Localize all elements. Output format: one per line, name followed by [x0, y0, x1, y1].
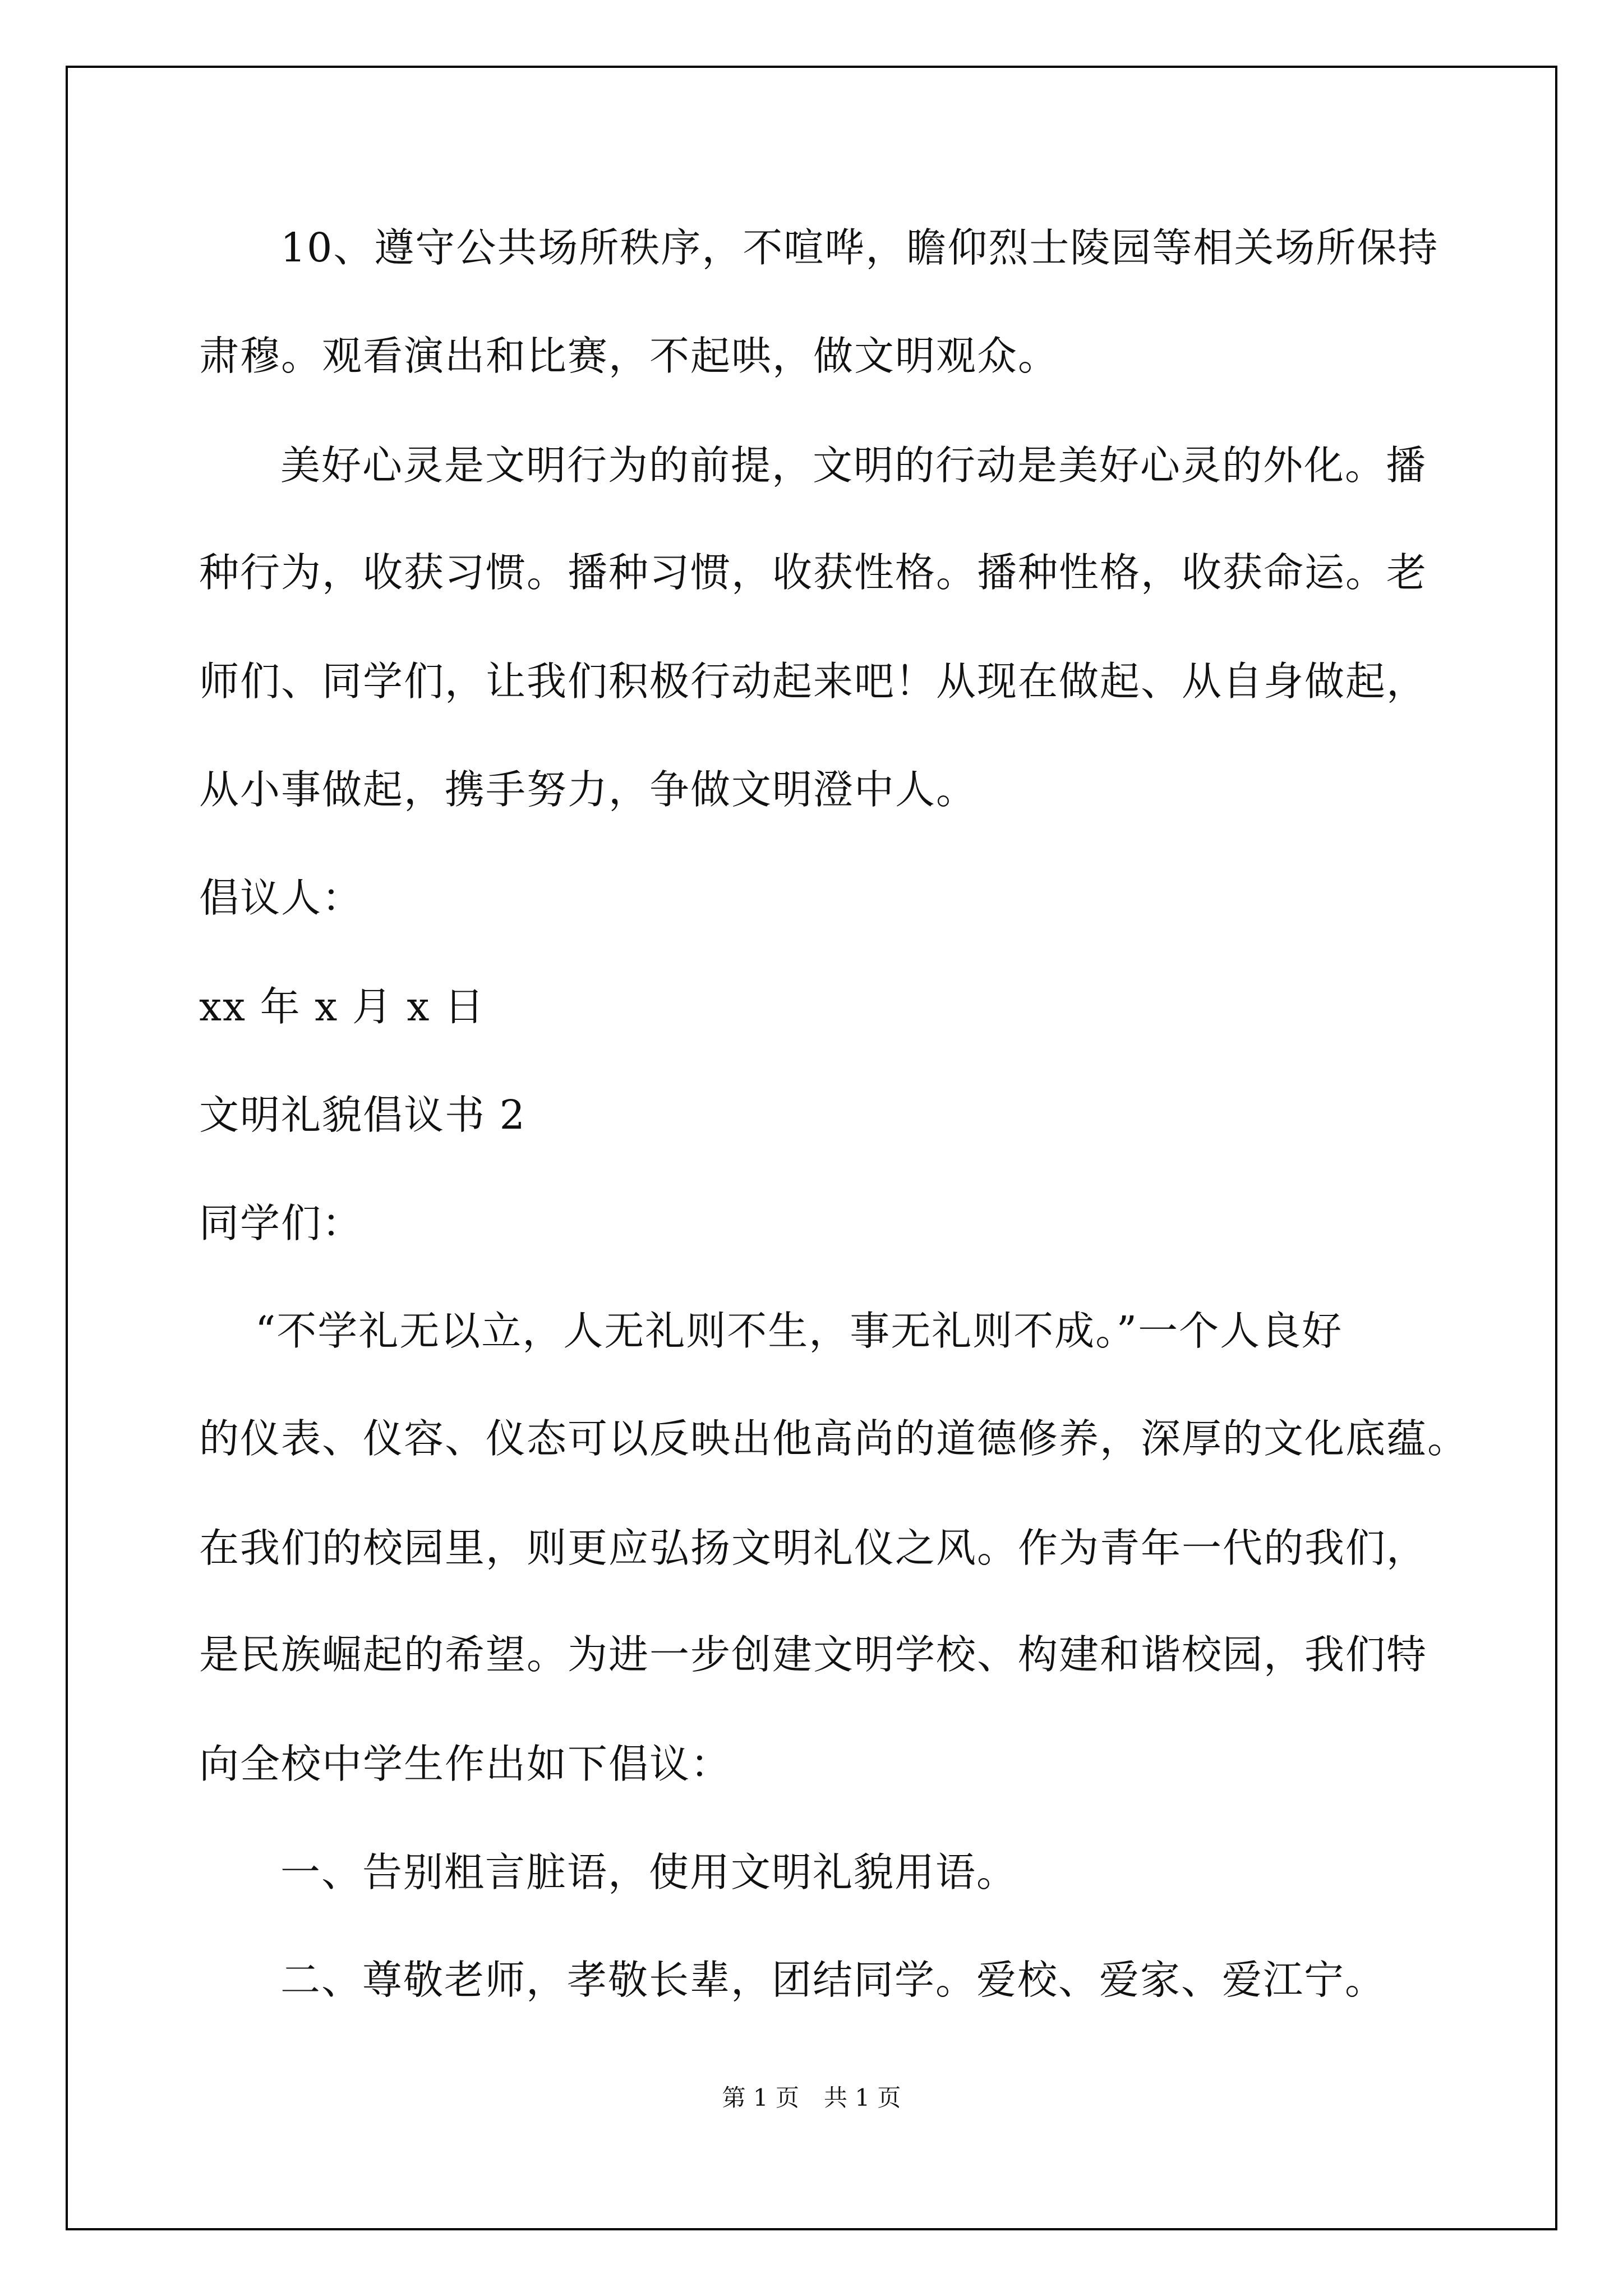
list-item: 一、告别粗言脏语，使用文明礼貌用语。 [280, 1849, 1018, 1895]
list-item: 二、尊敬老师，孝敬长辈，团结同学。爱校、爱家、爱江宁。 [280, 1957, 1386, 2003]
paragraph-line: 美好心灵是文明行为的前提，文明的行动是美好心灵的外化。播 [280, 442, 1427, 489]
paragraph-line: “不学礼无以立，人无礼则不生，事无礼则不成。”一个人良好 [255, 1308, 1343, 1354]
paragraph-line: 向全校中学生作出如下倡议： [199, 1741, 732, 1787]
paragraph-line: 10、遵守公共场所秩序，不喧哗，瞻仰烈士陵园等相关场所保持 [280, 224, 1439, 271]
salutation: 同学们： [199, 1200, 363, 1246]
paragraph-line: 是民族崛起的希望。为进一步创建文明学校、构建和谐校园，我们特 [199, 1631, 1428, 1678]
page-number: 第 1 页 [722, 2084, 799, 2111]
signature-label: 倡议人： [199, 875, 363, 921]
page-border [66, 66, 1557, 2230]
paragraph-line: 的仪表、仪容、仪态可以反映出他高尚的道德修养，深厚的文化底蕴。 [199, 1415, 1469, 1462]
section-title: 文明礼貌倡议书 2 [199, 1092, 526, 1138]
paragraph-line: 在我们的校园里，则更应弘扬文明礼仪之风。作为青年一代的我们， [199, 1525, 1428, 1571]
date-line: xx 年 x 月 x 日 [199, 983, 486, 1030]
paragraph-line: 种行为，收获习惯。播种习惯，收获性格。播种性格，收获命运。老 [199, 549, 1428, 596]
paragraph-line: 从小事做起，携手努力，争做文明澄中人。 [199, 766, 978, 813]
page-footer [0, 2082, 1623, 2114]
page-total: 共 1 页 [824, 2084, 901, 2111]
paragraph-line: 肃穆。观看演出和比赛，不起哄，做文明观众。 [199, 333, 1059, 379]
paragraph-line: 师们、同学们，让我们积极行动起来吧！从现在做起、从自身做起， [199, 658, 1428, 705]
